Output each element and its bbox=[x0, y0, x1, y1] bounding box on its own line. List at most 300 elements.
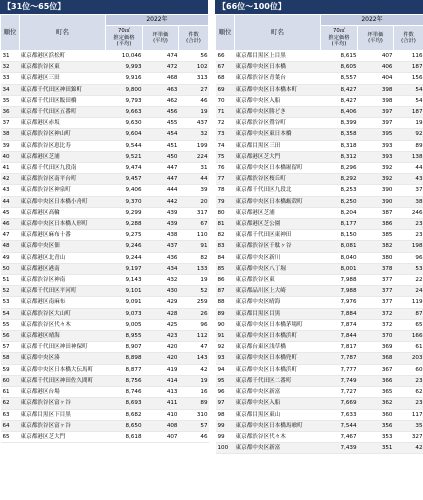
tsubo-price-cell: 420 bbox=[143, 353, 179, 364]
rank-cell: 71 bbox=[216, 107, 235, 118]
area-cell: 東京都渋谷区神南 bbox=[20, 275, 106, 286]
tsubo-price-cell: 437 bbox=[143, 241, 179, 252]
table-row bbox=[216, 387, 423, 398]
header-area: 町名 bbox=[20, 15, 106, 51]
tsubo-price-cell: 397 bbox=[358, 118, 394, 129]
price-cell: 8,650 bbox=[106, 420, 143, 431]
rank-cell: 39 bbox=[1, 140, 20, 151]
count-cell: 91 bbox=[179, 241, 209, 252]
ranking-panel-66-100 bbox=[215, 0, 423, 454]
tsubo-price-cell: 353 bbox=[358, 431, 394, 442]
count-cell: 224 bbox=[179, 151, 209, 162]
tsubo-price-cell: 377 bbox=[358, 286, 394, 297]
area-cell: 東京都港区高輪 bbox=[20, 207, 106, 218]
rank-cell: 74 bbox=[216, 140, 235, 151]
area-cell: 東京都千代田区神田錦町 bbox=[20, 84, 106, 95]
header-rank: 順位 bbox=[216, 15, 235, 51]
area-cell: 東京都千代田区五番町 bbox=[20, 107, 106, 118]
area-cell: 東京都中央区東日本橋 bbox=[235, 129, 321, 140]
price-cell: 8,040 bbox=[321, 252, 358, 263]
price-cell: 9,091 bbox=[106, 297, 143, 308]
rank-cell: 99 bbox=[216, 431, 235, 442]
tsubo-price-cell: 442 bbox=[143, 196, 179, 207]
rank-cell: 79 bbox=[216, 196, 235, 207]
count-cell: 65 bbox=[394, 319, 423, 330]
area-cell: 東京都目黒区三田 bbox=[235, 140, 321, 151]
tsubo-price-cell: 456 bbox=[143, 107, 179, 118]
tsubo-price-cell: 398 bbox=[358, 95, 394, 106]
table-row bbox=[216, 375, 423, 386]
area-cell: 東京都渋谷区桜丘町 bbox=[235, 174, 321, 185]
area-cell: 東京都中央区佃 bbox=[20, 241, 106, 252]
rank-cell: 59 bbox=[1, 364, 20, 375]
area-cell: 東京都中央区日本橋茅場町 bbox=[235, 319, 321, 330]
rank-cell: 61 bbox=[1, 387, 20, 398]
area-cell: 東京都中央区日本橋堀留町 bbox=[235, 163, 321, 174]
count-cell: 44 bbox=[394, 163, 423, 174]
rank-cell: 84 bbox=[216, 252, 235, 263]
count-cell: 310 bbox=[179, 409, 209, 420]
price-cell: 8,204 bbox=[321, 207, 358, 218]
table-row bbox=[1, 398, 209, 409]
price-cell: 8,955 bbox=[106, 331, 143, 342]
price-cell: 7,777 bbox=[321, 364, 358, 375]
header-count: 件数 (合計) bbox=[179, 26, 209, 51]
area-cell: 東京都渋谷区代々木 bbox=[20, 319, 106, 330]
header-tsubo: 坪単価 (平均) bbox=[358, 26, 394, 51]
tsubo-price-cell: 414 bbox=[143, 375, 179, 386]
area-cell: 東京都中央区日本橋浜町 bbox=[235, 364, 321, 375]
table-row bbox=[1, 185, 209, 196]
count-cell: 37 bbox=[394, 185, 423, 196]
count-cell: 20 bbox=[179, 196, 209, 207]
tsubo-price-cell: 390 bbox=[358, 196, 394, 207]
rank-cell: 75 bbox=[216, 151, 235, 162]
rank-cell: 91 bbox=[216, 331, 235, 342]
price-cell: 8,427 bbox=[321, 95, 358, 106]
ranking-panel-31-65 bbox=[0, 0, 208, 443]
count-cell: 102 bbox=[179, 62, 209, 73]
area-cell: 東京都港区港南 bbox=[20, 263, 106, 274]
table-row bbox=[216, 319, 423, 330]
count-cell: 19 bbox=[179, 107, 209, 118]
price-cell: 9,663 bbox=[106, 107, 143, 118]
area-cell: 東京都目黒区目黒 bbox=[235, 308, 321, 319]
area-cell: 東京都中央区日本橋人形町 bbox=[20, 219, 106, 230]
tsubo-price-cell: 425 bbox=[143, 319, 179, 330]
count-cell: 259 bbox=[179, 297, 209, 308]
count-cell: 19 bbox=[179, 375, 209, 386]
tsubo-price-cell: 420 bbox=[143, 342, 179, 353]
area-cell: 東京都中央区日本橋蛎殻町 bbox=[235, 196, 321, 207]
area-cell: 東京都目黒区上目黒 bbox=[235, 51, 321, 62]
count-cell: 143 bbox=[179, 353, 209, 364]
area-cell: 東京都渋谷区青葉台 bbox=[235, 73, 321, 84]
rank-cell: 56 bbox=[1, 331, 20, 342]
area-cell: 東京都中央区日本橋 bbox=[235, 62, 321, 73]
count-cell: 187 bbox=[394, 62, 423, 73]
table-row bbox=[216, 219, 423, 230]
table-row bbox=[1, 230, 209, 241]
rank-cell: 78 bbox=[216, 185, 235, 196]
area-cell: 東京都渋谷区東 bbox=[20, 62, 106, 73]
count-cell: 313 bbox=[179, 73, 209, 84]
count-cell: 110 bbox=[179, 230, 209, 241]
rank-cell: 100 bbox=[216, 443, 235, 454]
price-cell: 9,993 bbox=[106, 62, 143, 73]
table-row bbox=[216, 420, 423, 431]
area-cell: 東京都港区芝公園 bbox=[235, 219, 321, 230]
price-cell: 9,406 bbox=[106, 185, 143, 196]
rank-cell: 66 bbox=[216, 51, 235, 62]
price-cell: 8,296 bbox=[321, 163, 358, 174]
price-cell: 8,615 bbox=[321, 51, 358, 62]
price-cell: 8,399 bbox=[321, 118, 358, 129]
count-cell: 32 bbox=[179, 129, 209, 140]
area-cell: 東京都台東区浅草橋 bbox=[235, 342, 321, 353]
rank-cell: 70 bbox=[216, 95, 235, 106]
tsubo-price-cell: 423 bbox=[143, 331, 179, 342]
price-cell: 7,844 bbox=[321, 331, 358, 342]
header-price: 70㎡ 推定価格 (平均) bbox=[321, 26, 358, 51]
tsubo-price-cell: 372 bbox=[358, 319, 394, 330]
tsubo-price-cell: 351 bbox=[358, 443, 394, 454]
area-cell: 東京都目黒区東山 bbox=[235, 409, 321, 420]
tsubo-price-cell: 386 bbox=[358, 219, 394, 230]
rank-cell: 69 bbox=[216, 84, 235, 95]
table-row bbox=[1, 420, 209, 431]
tsubo-price-cell: 429 bbox=[143, 297, 179, 308]
rank-cell: 62 bbox=[1, 398, 20, 409]
area-cell: 東京都港区芝大門 bbox=[235, 151, 321, 162]
table-row bbox=[216, 398, 423, 409]
tsubo-price-cell: 378 bbox=[358, 263, 394, 274]
price-cell: 8,001 bbox=[321, 263, 358, 274]
area-cell: 東京都中央区日本橋大伝馬町 bbox=[20, 364, 106, 375]
rank-cell: 90 bbox=[216, 319, 235, 330]
tsubo-price-cell: 377 bbox=[358, 275, 394, 286]
rank-cell: 40 bbox=[1, 151, 20, 162]
count-cell: 92 bbox=[394, 129, 423, 140]
count-cell: 61 bbox=[394, 342, 423, 353]
count-cell: 60 bbox=[394, 364, 423, 375]
tsubo-price-cell: 393 bbox=[358, 140, 394, 151]
price-cell: 8,177 bbox=[321, 219, 358, 230]
count-cell: 56 bbox=[179, 51, 209, 62]
tsubo-price-cell: 382 bbox=[358, 241, 394, 252]
tsubo-price-cell: 367 bbox=[358, 364, 394, 375]
price-cell: 7,988 bbox=[321, 275, 358, 286]
table-row bbox=[216, 73, 423, 84]
count-cell: 87 bbox=[394, 308, 423, 319]
tsubo-price-cell: 366 bbox=[358, 375, 394, 386]
tsubo-price-cell: 430 bbox=[143, 286, 179, 297]
price-cell: 9,005 bbox=[106, 319, 143, 330]
price-cell: 8,150 bbox=[321, 230, 358, 241]
table-row bbox=[216, 95, 423, 106]
count-cell: 16 bbox=[179, 387, 209, 398]
table-row bbox=[1, 95, 209, 106]
count-cell: 96 bbox=[394, 252, 423, 263]
area-cell: 東京都中央区晴海 bbox=[235, 297, 321, 308]
table-row bbox=[1, 174, 209, 185]
table-row bbox=[216, 185, 423, 196]
tsubo-price-cell: 356 bbox=[358, 420, 394, 431]
area-cell: 東京都渋谷区千駄ヶ谷 bbox=[235, 241, 321, 252]
area-cell: 東京都中央区湊 bbox=[20, 353, 106, 364]
tsubo-price-cell: 439 bbox=[143, 207, 179, 218]
rank-cell: 93 bbox=[216, 353, 235, 364]
price-cell: 9,073 bbox=[106, 308, 143, 319]
count-cell: 53 bbox=[394, 263, 423, 274]
table-row bbox=[216, 409, 423, 420]
rank-cell: 49 bbox=[1, 252, 20, 263]
area-cell: 東京都中央区日本橋浜町 bbox=[235, 331, 321, 342]
rank-cell: 96 bbox=[216, 387, 235, 398]
table-row bbox=[216, 342, 423, 353]
tsubo-price-cell: 360 bbox=[358, 409, 394, 420]
count-cell: 57 bbox=[179, 420, 209, 431]
price-cell: 7,787 bbox=[321, 353, 358, 364]
tsubo-price-cell: 444 bbox=[143, 185, 179, 196]
tsubo-price-cell: 408 bbox=[143, 420, 179, 431]
price-cell: 7,727 bbox=[321, 387, 358, 398]
price-cell: 9,246 bbox=[106, 241, 143, 252]
price-cell: 9,299 bbox=[106, 207, 143, 218]
rank-cell: 45 bbox=[1, 207, 20, 218]
header-price: 70㎡ 推定価格 (平均) bbox=[106, 26, 143, 51]
rank-cell: 72 bbox=[216, 118, 235, 129]
price-cell: 8,081 bbox=[321, 241, 358, 252]
tsubo-price-cell: 392 bbox=[358, 174, 394, 185]
area-cell: 東京都千代田区神田佐久間町 bbox=[20, 375, 106, 386]
price-cell: 8,877 bbox=[106, 364, 143, 375]
rank-cell: 99 bbox=[216, 420, 235, 431]
price-cell: 8,557 bbox=[321, 73, 358, 84]
table-row bbox=[216, 129, 423, 140]
rank-cell: 47 bbox=[1, 230, 20, 241]
area-cell: 東京都千代田区東神田 bbox=[235, 230, 321, 241]
rank-cell: 80 bbox=[216, 207, 235, 218]
count-cell: 133 bbox=[179, 263, 209, 274]
header-year: 2022年 bbox=[321, 15, 423, 26]
area-cell: 東京都千代田区飯田橋 bbox=[20, 95, 106, 106]
tsubo-price-cell: 362 bbox=[358, 398, 394, 409]
count-cell: 39 bbox=[179, 185, 209, 196]
count-cell: 166 bbox=[394, 331, 423, 342]
price-cell: 9,197 bbox=[106, 263, 143, 274]
rank-cell: 63 bbox=[1, 409, 20, 420]
table-row bbox=[216, 230, 423, 241]
count-cell: 112 bbox=[179, 331, 209, 342]
price-cell: 9,544 bbox=[106, 140, 143, 151]
count-cell: 317 bbox=[179, 207, 209, 218]
table-row bbox=[216, 196, 423, 207]
rank-cell: 55 bbox=[1, 319, 20, 330]
table-row bbox=[1, 107, 209, 118]
count-cell: 89 bbox=[394, 140, 423, 151]
table-row bbox=[1, 219, 209, 230]
rank-cell: 33 bbox=[1, 73, 20, 84]
tsubo-price-cell: 468 bbox=[143, 73, 179, 84]
table-row bbox=[216, 118, 423, 129]
tsubo-price-cell: 393 bbox=[358, 151, 394, 162]
price-cell: 8,253 bbox=[321, 185, 358, 196]
tsubo-price-cell: 370 bbox=[358, 331, 394, 342]
count-cell: 96 bbox=[179, 319, 209, 330]
rank-cell: 67 bbox=[216, 62, 235, 73]
table-row bbox=[1, 207, 209, 218]
table-row bbox=[216, 163, 423, 174]
count-cell: 31 bbox=[179, 163, 209, 174]
area-cell: 東京都中央区入船 bbox=[235, 95, 321, 106]
tsubo-price-cell: 447 bbox=[143, 163, 179, 174]
price-cell: 7,544 bbox=[321, 420, 358, 431]
area-cell: 東京都中央区日本橋馬喰町 bbox=[235, 420, 321, 431]
rank-cell: 46 bbox=[1, 219, 20, 230]
tsubo-price-cell: 434 bbox=[143, 263, 179, 274]
area-cell: 東京都中央区新富 bbox=[235, 443, 321, 454]
rank-cell: 38 bbox=[1, 129, 20, 140]
table-row bbox=[1, 163, 209, 174]
tsubo-price-cell: 463 bbox=[143, 84, 179, 95]
tsubo-price-cell: 474 bbox=[143, 51, 179, 62]
table-row bbox=[1, 275, 209, 286]
count-cell: 187 bbox=[394, 107, 423, 118]
price-cell: 7,874 bbox=[321, 319, 358, 330]
tsubo-price-cell: 407 bbox=[143, 431, 179, 442]
area-cell: 東京都港区芝浦 bbox=[235, 207, 321, 218]
price-cell: 9,288 bbox=[106, 219, 143, 230]
area-cell: 東京都中央区勝どき bbox=[235, 107, 321, 118]
price-cell: 8,318 bbox=[321, 140, 358, 151]
header-year: 2022年 bbox=[106, 15, 209, 26]
panel-title: 【66位～100位】 bbox=[215, 0, 423, 14]
price-cell: 7,884 bbox=[321, 308, 358, 319]
area-cell: 東京都千代田区二番町 bbox=[235, 375, 321, 386]
count-cell: 54 bbox=[394, 84, 423, 95]
tsubo-price-cell: 411 bbox=[143, 398, 179, 409]
rank-cell: 76 bbox=[216, 163, 235, 174]
area-cell: 東京都港区芝浦 bbox=[20, 151, 106, 162]
table-row bbox=[1, 409, 209, 420]
count-cell: 46 bbox=[179, 95, 209, 106]
count-cell: 82 bbox=[179, 252, 209, 263]
area-cell: 東京都港区赤坂 bbox=[20, 118, 106, 129]
rank-cell: 68 bbox=[216, 73, 235, 84]
table-row bbox=[1, 140, 209, 151]
area-cell: 東京都港区三田 bbox=[20, 73, 106, 84]
rank-cell: 86 bbox=[216, 275, 235, 286]
table-row bbox=[1, 297, 209, 308]
tsubo-price-cell: 377 bbox=[358, 297, 394, 308]
area-cell: 東京都港区芝大門 bbox=[20, 431, 106, 442]
rank-cell: 97 bbox=[216, 398, 235, 409]
price-cell: 9,457 bbox=[106, 174, 143, 185]
rank-cell: 95 bbox=[216, 375, 235, 386]
table-row bbox=[216, 443, 423, 454]
tsubo-price-cell: 428 bbox=[143, 308, 179, 319]
count-cell: 44 bbox=[179, 174, 209, 185]
area-cell: 東京都渋谷区神山町 bbox=[20, 129, 106, 140]
tsubo-price-cell: 432 bbox=[143, 275, 179, 286]
rank-cell: 81 bbox=[216, 219, 235, 230]
rank-cell: 85 bbox=[216, 263, 235, 274]
tsubo-price-cell: 385 bbox=[358, 230, 394, 241]
table-row bbox=[216, 331, 423, 342]
table-row bbox=[216, 207, 423, 218]
price-cell: 9,916 bbox=[106, 73, 143, 84]
area-cell: 東京都中央区新川 bbox=[235, 252, 321, 263]
area-cell: 東京都中央区日本橋兜町 bbox=[235, 353, 321, 364]
area-cell: 東京都目黒区下目黒 bbox=[20, 409, 106, 420]
count-cell: 22 bbox=[394, 275, 423, 286]
tsubo-price-cell: 451 bbox=[143, 140, 179, 151]
price-cell: 7,669 bbox=[321, 398, 358, 409]
price-cell: 8,605 bbox=[321, 62, 358, 73]
count-cell: 42 bbox=[394, 443, 423, 454]
rank-cell: 41 bbox=[1, 163, 20, 174]
rank-cell: 64 bbox=[1, 420, 20, 431]
tsubo-price-cell: 392 bbox=[358, 163, 394, 174]
tsubo-price-cell: 397 bbox=[358, 107, 394, 118]
tsubo-price-cell: 447 bbox=[143, 174, 179, 185]
panel-title: 【31位～65位】 bbox=[0, 0, 208, 14]
count-cell: 19 bbox=[179, 275, 209, 286]
table-row bbox=[1, 431, 209, 442]
area-cell: 東京都千代田区九段南 bbox=[20, 163, 106, 174]
tsubo-price-cell: 413 bbox=[143, 387, 179, 398]
rank-cell: 92 bbox=[216, 342, 235, 353]
rank-cell: 88 bbox=[216, 297, 235, 308]
table-row bbox=[216, 151, 423, 162]
tsubo-price-cell: 455 bbox=[143, 118, 179, 129]
price-cell: 8,427 bbox=[321, 84, 358, 95]
rank-cell: 98 bbox=[216, 409, 235, 420]
rank-cell: 31 bbox=[1, 51, 20, 62]
rank-cell: 53 bbox=[1, 297, 20, 308]
table-row bbox=[216, 51, 423, 62]
tsubo-price-cell: 365 bbox=[358, 387, 394, 398]
area-cell: 東京都千代田区平河町 bbox=[20, 286, 106, 297]
table-row bbox=[1, 263, 209, 274]
count-cell: 67 bbox=[179, 219, 209, 230]
table-row bbox=[216, 263, 423, 274]
price-cell: 9,793 bbox=[106, 95, 143, 106]
area-cell: 東京都港区南麻布 bbox=[20, 297, 106, 308]
area-cell: 東京都渋谷区大山町 bbox=[20, 308, 106, 319]
price-cell: 8,406 bbox=[321, 107, 358, 118]
area-cell: 東京都港区浜松町 bbox=[20, 51, 106, 62]
count-cell: 203 bbox=[394, 353, 423, 364]
price-cell: 8,898 bbox=[106, 353, 143, 364]
table-row bbox=[216, 297, 423, 308]
area-cell: 東京都渋谷区富ヶ谷 bbox=[20, 398, 106, 409]
table-row bbox=[216, 174, 423, 185]
count-cell: 156 bbox=[394, 73, 423, 84]
count-cell: 119 bbox=[394, 297, 423, 308]
price-cell: 8,907 bbox=[106, 342, 143, 353]
area-cell: 東京都渋谷区代々木 bbox=[235, 431, 321, 442]
price-cell: 8,682 bbox=[106, 409, 143, 420]
rank-cell: 50 bbox=[1, 263, 20, 274]
table-row bbox=[216, 286, 423, 297]
count-cell: 27 bbox=[179, 84, 209, 95]
tsubo-price-cell: 436 bbox=[143, 252, 179, 263]
table-row bbox=[216, 431, 423, 442]
area-cell: 東京都渋谷区東 bbox=[235, 275, 321, 286]
rank-cell: 54 bbox=[1, 308, 20, 319]
